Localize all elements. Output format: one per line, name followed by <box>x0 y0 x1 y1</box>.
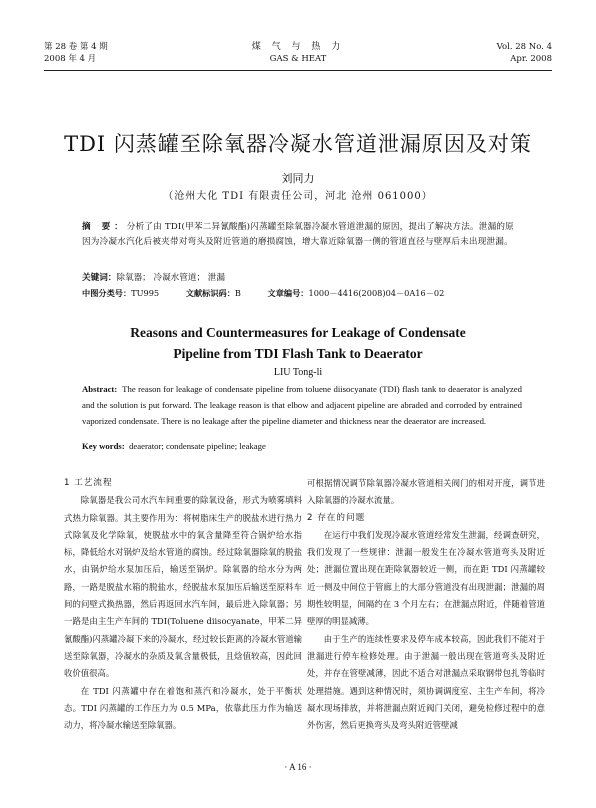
header-rule <box>44 70 552 71</box>
section-heading: 1 工艺流程 <box>64 478 113 488</box>
keywords-cn-label: 关键词： <box>82 273 117 283</box>
author-affiliation-cn: （沧州大化 TDI 有限责任公司，河北 沧州 061000） <box>163 191 433 202</box>
page-number: · A 16 · <box>284 762 312 772</box>
body-column-right <box>307 475 545 734</box>
body-paragraph: 在 TDI 闪蒸罐中存在着饱和蒸汽和冷凝水，处于平衡状态。TDI 闪蒸罐的工作压力为 0.5 MPa，依靠此压力作为输送动力，将冷凝水输送至除氧器。 <box>64 685 302 731</box>
author-name-cn: 刘同力 <box>281 172 315 185</box>
issue-info-en <box>497 41 552 65</box>
abstract-en <box>82 381 522 429</box>
journal-name <box>44 41 552 65</box>
article-number: 文章编号：1000－4416(2008)04－0A16－02 <box>267 288 445 298</box>
issue-date-en: Apr. 2008 <box>510 54 552 64</box>
journal-name-cn: 煤 气 与 热 力 <box>251 42 345 52</box>
document-code: 文献标识码：B <box>185 288 241 298</box>
issue-date: 2008 年 4 月 <box>44 54 97 64</box>
article-title-en-line2: Pipeline from TDI Flash Tank to Deaerator <box>173 346 423 361</box>
author-name-en: LIU Tong-li <box>273 367 323 378</box>
body-paragraph: 由于生产的连续性要求及停车成本较高，因此我们不能对于泄漏进行停车检修处理。由于泄漏一般出现在管道弯头及附近处，并存在管壁减薄，因此不适合对泄漏点采取钢带包扎等临时处理措施。遇到这种情况时，须协调调度室、主生产车间，将冷凝水现场排放，并将泄漏点附近阀门关闭，避免检修过程中的意外伤害，然后更换弯头及弯头附近管壁减 <box>307 633 545 731</box>
keywords-en-label: Key words: <box>82 441 125 451</box>
keywords-en <box>82 441 522 451</box>
abstract-cn <box>82 220 522 250</box>
journal-name-en: GAS & HEAT <box>269 54 327 64</box>
keywords-cn <box>82 271 522 283</box>
keywords-en-text: deaerator; condensate pipeline; leakage <box>129 441 266 451</box>
keywords-cn-text: 除氧器； 冷凝水管道； 泄漏 <box>116 273 225 283</box>
clc-number: 中图分类号：TU995 <box>82 288 160 298</box>
article-title-cn: TDI 闪蒸罐至除氧器冷凝水管道泄漏原因及对策 <box>64 132 532 156</box>
body-paragraph: 在运行中我们发现冷凝水管道经常发生泄漏，经调查研究，我们发现了一些规律：泄漏一般发生在冷凝水管道弯头及附近处；泄漏位置出现在距除氧器较近一侧，而在距 TDI 闪蒸罐较近一侧及中间位于管廊上的大部分管道没有出现泄漏；泄漏的周期性较明显，间隔约在 3 个月左右；在泄漏点附近，伴随着管道壁厚的明显减薄。 <box>307 529 545 627</box>
body-column-left <box>64 475 302 734</box>
abstract-en-label: Abstract: <box>82 384 118 394</box>
article-title-en-line1: Reasons and Countermeasures for Leakage of Condensate <box>130 325 466 340</box>
body-paragraph: 可根据情况调节除氧器冷凝水管道相关阀门的相对开度，调节进入除氧器的冷凝水流量。 <box>307 478 545 506</box>
classification-row <box>82 288 522 299</box>
volume-issue-en: Vol. 28 No. 4 <box>496 42 552 52</box>
body-paragraph: 除氧器是我公司水汽车间重要的除氧设备，形式为喷雾填料式热力除氧器。其主要作用为：将树脂床生产的脱盐水进行热力式除氧及化学除氧，使脱盐水中的氧含量降至符合锅炉给水指标，降低给水对锅炉及给水管道的腐蚀。经过除氧器除氧的脱盐水，由锅炉给水泵加压后，输送至锅炉。除氧器的给水分为两路，一路是脱盐水箱的脱盐水，经脱盐水泵加压后输送至原料车间的问壁式换热器，然后再返回水汽车间，最后进入除氧器；另一路是由主生产车间的 TDI(Toluene diisocyanate，甲苯二异氰酸酯)闪蒸罐冷凝下来的冷凝水，经过较长距离的冷凝水管道输送至除氧器，冷凝水的杂质及氧含量极低，且焓值较高，因此回收价值很高。 <box>64 495 302 679</box>
abstract-cn-label: 摘 要： <box>82 222 127 232</box>
volume-issue: 第 28 卷 第 4 期 <box>44 42 108 52</box>
article-title-en <box>40 322 556 364</box>
abstract-cn-text: 分析了由 TDI(甲苯二异氰酸酯)闪蒸罐至除氧器冷凝水管道泄漏的原因，提出了解决方法。泄漏的原因为冷凝水汽化后被夹带对弯头及附近管道的磨损腐蚀，增大靠近除氧器一侧的管道直径与壁厚后未出现泄漏。 <box>82 222 514 247</box>
section-heading: 2 存在的问题 <box>307 512 366 523</box>
running-header <box>44 41 552 67</box>
abstract-en-text: The reason for leakage of condensate pipeline from toluene diisocyanate (TDI) flash tank to deaerator is analyzed and the solution is put forward. The leakage reason is that elbow and adjacent pipeline are abraded and corroded by entrained vaporized condensate. There is no leakage after the pipeline diameter and thickness near the deaerator are increased. <box>82 384 522 426</box>
